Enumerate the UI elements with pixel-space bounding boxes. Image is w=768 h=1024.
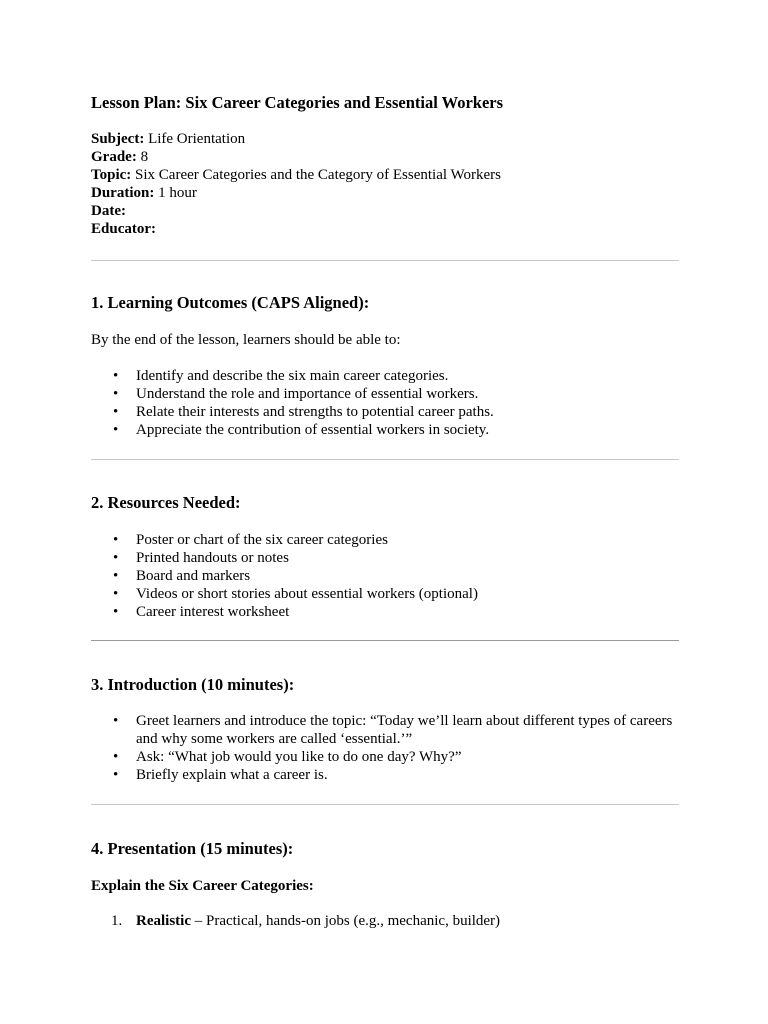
- document-title: Lesson Plan: Six Career Categories and Essential Workers: [91, 93, 504, 112]
- section-divider: [91, 459, 679, 460]
- detail-date: [91, 202, 501, 220]
- detail-educator: [91, 220, 501, 238]
- section-heading-learning-outcomes: 1. Learning Outcomes (CAPS Aligned):: [91, 293, 370, 312]
- introduction-list: [91, 712, 679, 784]
- detail-label: Subject:: [91, 131, 145, 147]
- detail-label: Duration:: [91, 185, 155, 201]
- resources-list: [91, 531, 679, 621]
- list-item: • Briefly explain what a career is.: [91, 766, 679, 784]
- detail-value: Life Orientation: [144, 131, 246, 147]
- section-divider: [91, 640, 679, 641]
- detail-label: Educator:: [91, 221, 156, 237]
- list-item: • Greet learners and introduce the topic: “Today we’ll learn about different types of careers and why some workers are called ‘essential.’”: [91, 712, 679, 748]
- list-item: • Relate their interests and strengths to potential career paths.: [91, 403, 679, 421]
- detail-label: Date:: [91, 203, 126, 219]
- category-description: – Practical, hands-on jobs (e.g., mechanic, builder): [190, 913, 501, 929]
- list-item: [91, 912, 679, 930]
- section-heading-introduction: 3. Introduction (10 minutes):: [91, 675, 295, 694]
- detail-duration: [91, 184, 501, 202]
- detail-label: Topic:: [91, 167, 132, 183]
- detail-label: Grade:: [91, 149, 137, 165]
- lesson-details: [91, 130, 501, 238]
- detail-grade: [91, 148, 501, 166]
- list-item: • Board and markers: [91, 567, 679, 585]
- career-categories-list: [91, 912, 679, 930]
- learning-outcomes-list: [91, 367, 679, 439]
- presentation-subheading: Explain the Six Career Categories:: [91, 878, 314, 894]
- list-item: • Ask: “What job would you like to do one day? Why?”: [91, 748, 679, 766]
- section-heading-presentation: 4. Presentation (15 minutes):: [91, 839, 294, 858]
- detail-topic: [91, 166, 501, 184]
- section-divider: [91, 804, 679, 805]
- detail-value: Six Career Categories and the Category of Essential Workers: [131, 167, 501, 183]
- learning-outcomes-intro: By the end of the lesson, learners should be able to:: [91, 332, 401, 348]
- category-term: Realistic: [136, 913, 191, 929]
- list-item: • Identify and describe the six main career categories.: [91, 367, 679, 385]
- list-number: 1.: [111, 913, 123, 929]
- detail-value: 1 hour: [154, 185, 197, 201]
- list-item: • Career interest worksheet: [91, 603, 679, 621]
- section-divider: [91, 260, 679, 261]
- list-item: • Videos or short stories about essential workers (optional): [91, 585, 679, 603]
- list-item: • Poster or chart of the six career categories: [91, 531, 679, 549]
- section-heading-resources: 2. Resources Needed:: [91, 493, 241, 512]
- list-item: • Printed handouts or notes: [91, 549, 679, 567]
- list-item: • Understand the role and importance of essential workers.: [91, 385, 679, 403]
- list-item: • Appreciate the contribution of essential workers in society.: [91, 421, 679, 439]
- detail-subject: [91, 130, 501, 148]
- detail-value: 8: [136, 149, 149, 165]
